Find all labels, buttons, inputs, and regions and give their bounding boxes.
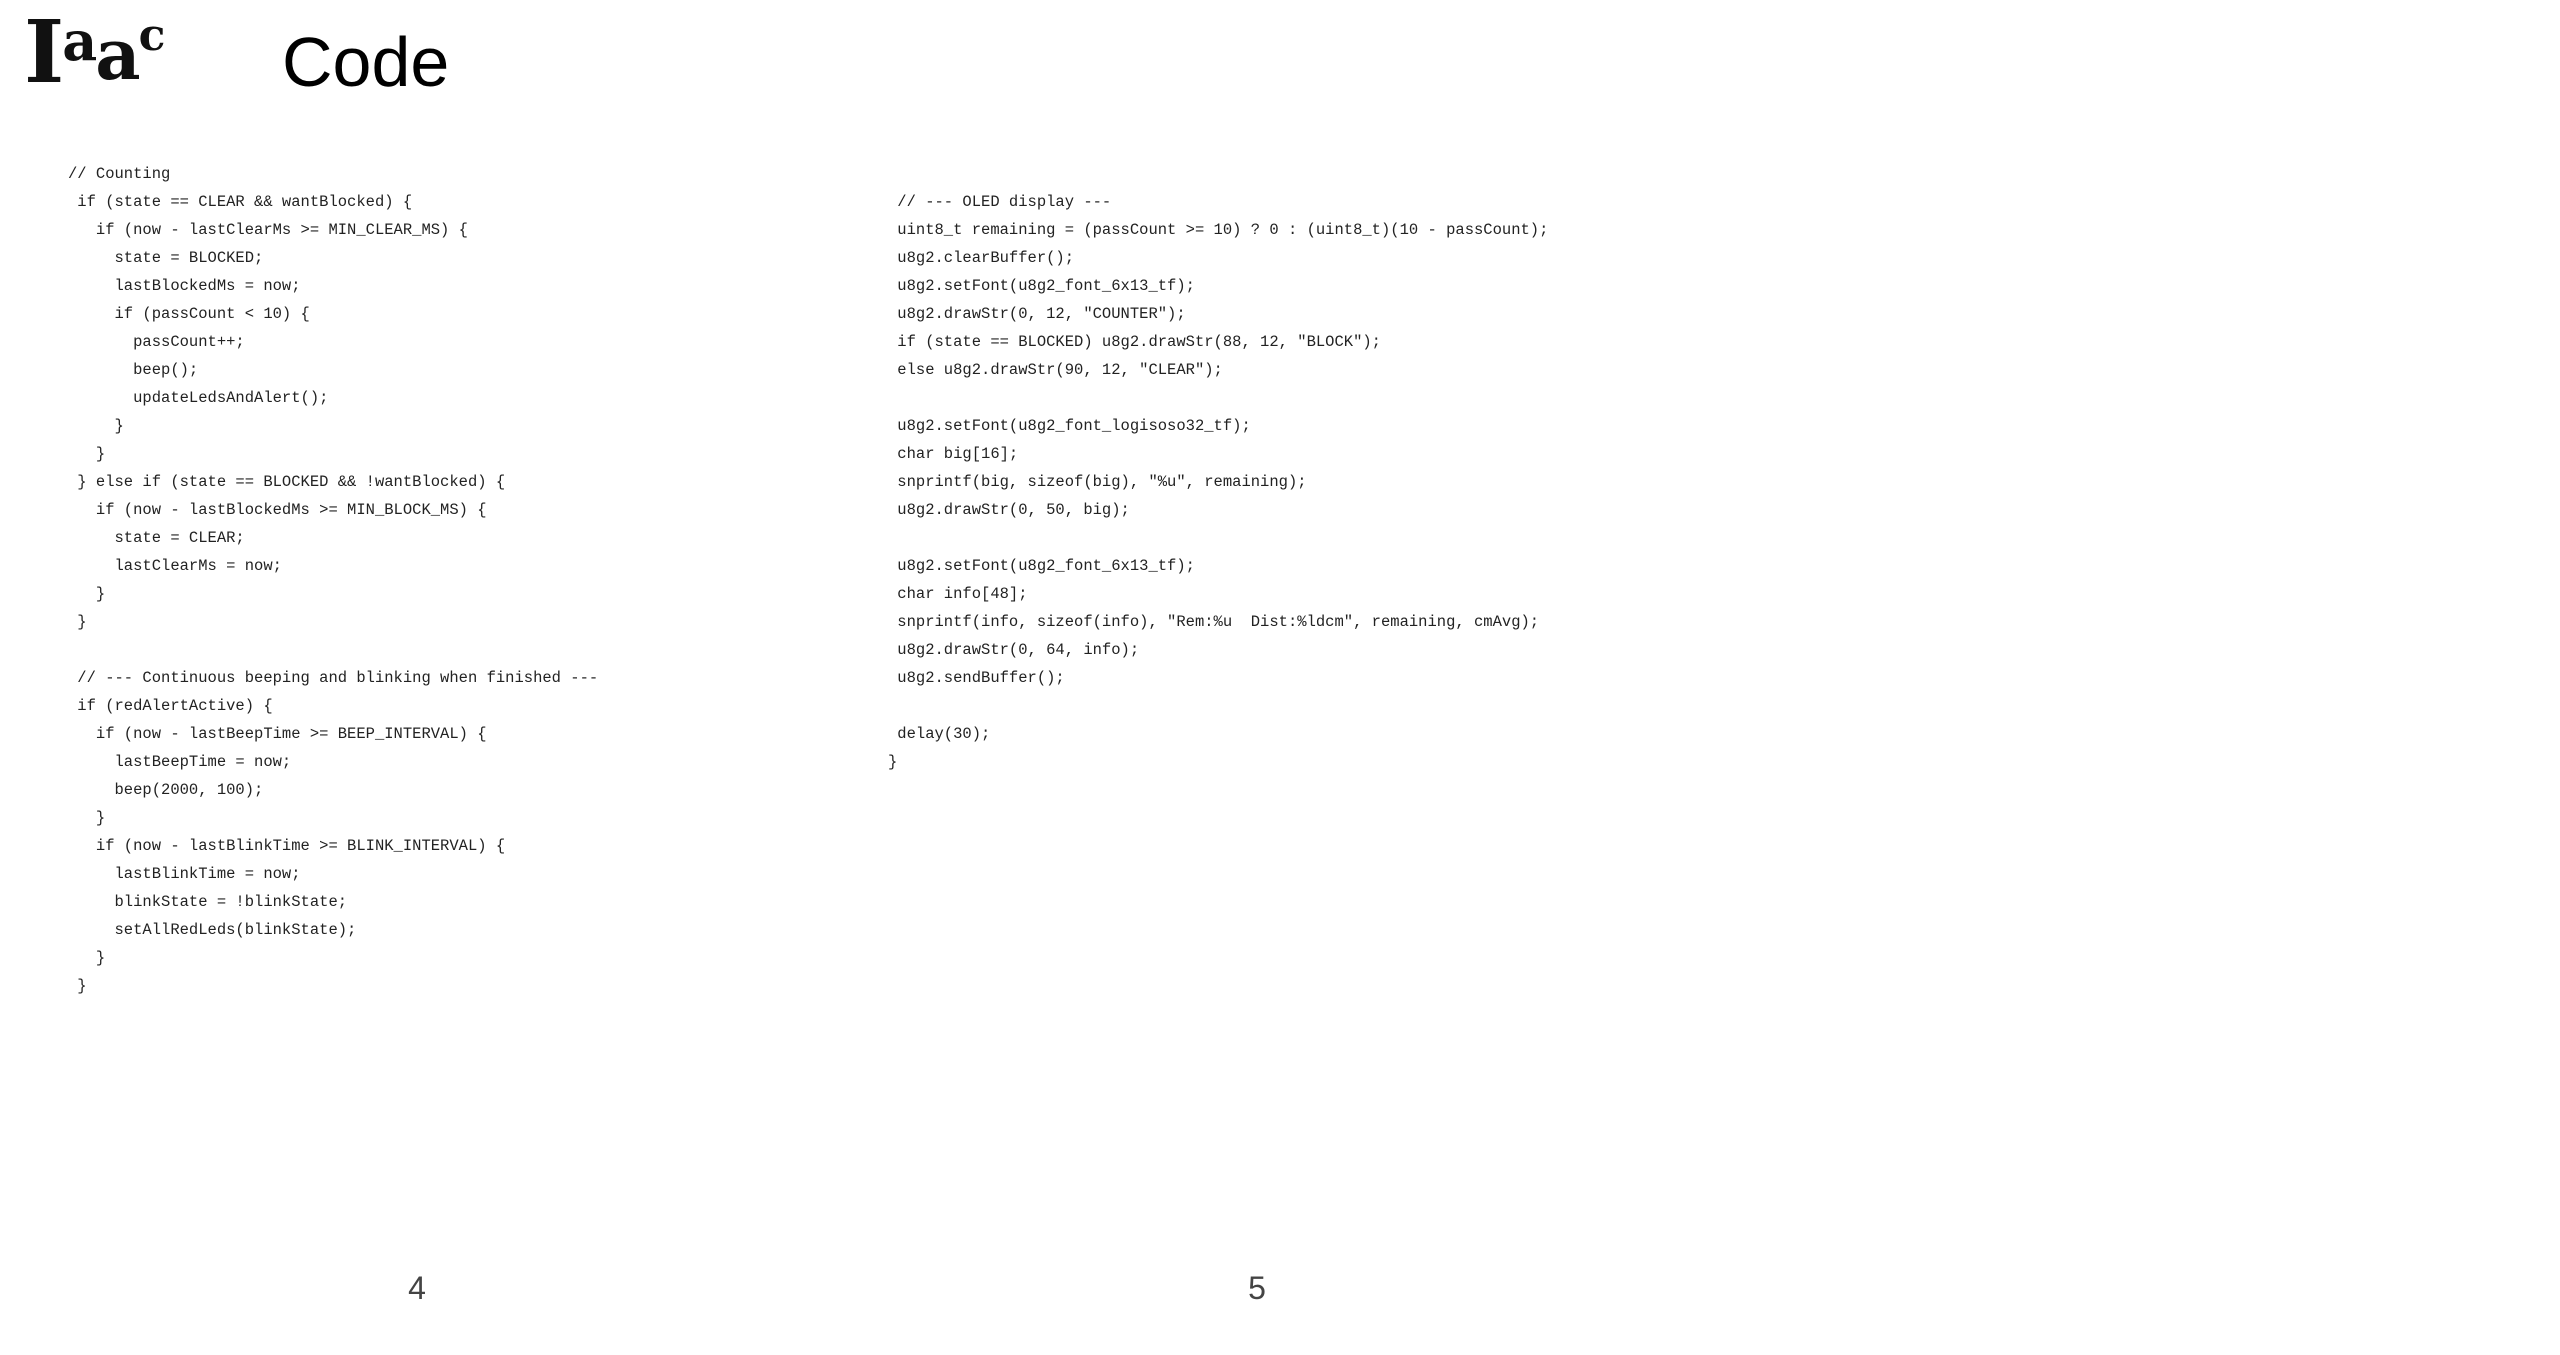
code-line: if (now - lastBlinkTime >= BLINK_INTERVAL) { xyxy=(68,837,506,855)
code-line: u8g2.clearBuffer(); xyxy=(888,249,1075,267)
code-line: } xyxy=(68,977,87,995)
code-line: // Counting xyxy=(68,165,171,183)
code-line xyxy=(888,692,1548,720)
code-line: lastBlockedMs = now; xyxy=(68,277,301,295)
code-line xyxy=(888,524,1548,552)
code-line: lastBlinkTime = now; xyxy=(68,865,301,883)
code-line: // --- OLED display --- xyxy=(888,193,1112,211)
page-number-left: 4 xyxy=(408,1270,426,1306)
code-line xyxy=(68,636,598,664)
code-line: beep(2000, 100); xyxy=(68,781,264,799)
code-line: if (passCount < 10) { xyxy=(68,305,310,323)
code-line: } xyxy=(888,753,898,771)
code-line: else u8g2.drawStr(90, 12, "CLEAR"); xyxy=(888,361,1223,379)
logo-letter-a2: a xyxy=(95,13,139,96)
code-line: } xyxy=(68,949,106,967)
code-line: u8g2.setFont(u8g2_font_6x13_tf); xyxy=(888,277,1195,295)
code-line: } xyxy=(68,613,87,631)
code-line: passCount++; xyxy=(68,333,245,351)
page-title: Code xyxy=(282,23,450,101)
code-line: } xyxy=(68,809,106,827)
code-line: char big[16]; xyxy=(888,445,1019,463)
code-line: uint8_t remaining = (passCount >= 10) ? 0 : (uint8_t)(10 - passCount); xyxy=(888,221,1549,239)
code-line: setAllRedLeds(blinkState); xyxy=(68,921,357,939)
code-line: state = CLEAR; xyxy=(68,529,245,547)
code-line: } xyxy=(68,585,106,603)
code-line xyxy=(888,384,1548,412)
code-line: if (state == BLOCKED) u8g2.drawStr(88, 12, "BLOCK"); xyxy=(888,333,1381,351)
iaac-logo xyxy=(24,2,164,103)
code-line: // --- Continuous beeping and blinking when finished --- xyxy=(68,669,599,687)
code-block-right xyxy=(888,188,1548,776)
code-line: u8g2.drawStr(0, 64, info); xyxy=(888,641,1140,659)
code-line: if (redAlertActive) { xyxy=(68,697,273,715)
code-line: } xyxy=(68,417,124,435)
code-line: delay(30); xyxy=(888,725,991,743)
code-line: u8g2.sendBuffer(); xyxy=(888,669,1065,687)
code-line: lastClearMs = now; xyxy=(68,557,282,575)
code-block-left xyxy=(68,160,598,1000)
code-line: if (state == CLEAR && wantBlocked) { xyxy=(68,193,413,211)
code-line: lastBeepTime = now; xyxy=(68,753,292,771)
code-line: if (now - lastClearMs >= MIN_CLEAR_MS) { xyxy=(68,221,468,239)
logo-letter-a1: a xyxy=(62,9,96,73)
code-line: if (now - lastBlockedMs >= MIN_BLOCK_MS) { xyxy=(68,501,487,519)
code-line: u8g2.setFont(u8g2_font_6x13_tf); xyxy=(888,557,1195,575)
page-number-right: 5 xyxy=(1248,1270,1266,1306)
logo-letter-c: c xyxy=(138,10,164,61)
code-line: } else if (state == BLOCKED && !wantBlocked) { xyxy=(68,473,506,491)
code-line: u8g2.drawStr(0, 50, big); xyxy=(888,501,1130,519)
logo-letter-i: I xyxy=(24,2,63,103)
code-line: if (now - lastBeepTime >= BEEP_INTERVAL) { xyxy=(68,725,487,743)
code-line: snprintf(info, sizeof(info), "Rem:%u Dist:%ldcm", remaining, cmAvg); xyxy=(888,613,1540,631)
code-line: u8g2.drawStr(0, 12, "COUNTER"); xyxy=(888,305,1186,323)
code-line: beep(); xyxy=(68,361,199,379)
code-line: } xyxy=(68,445,106,463)
code-line: blinkState = !blinkState; xyxy=(68,893,348,911)
code-line: u8g2.setFont(u8g2_font_logisoso32_tf); xyxy=(888,417,1251,435)
code-line: updateLedsAndAlert(); xyxy=(68,389,329,407)
code-line: state = BLOCKED; xyxy=(68,249,264,267)
code-line: char info[48]; xyxy=(888,585,1028,603)
code-line: snprintf(big, sizeof(big), "%u", remaining); xyxy=(888,473,1307,491)
